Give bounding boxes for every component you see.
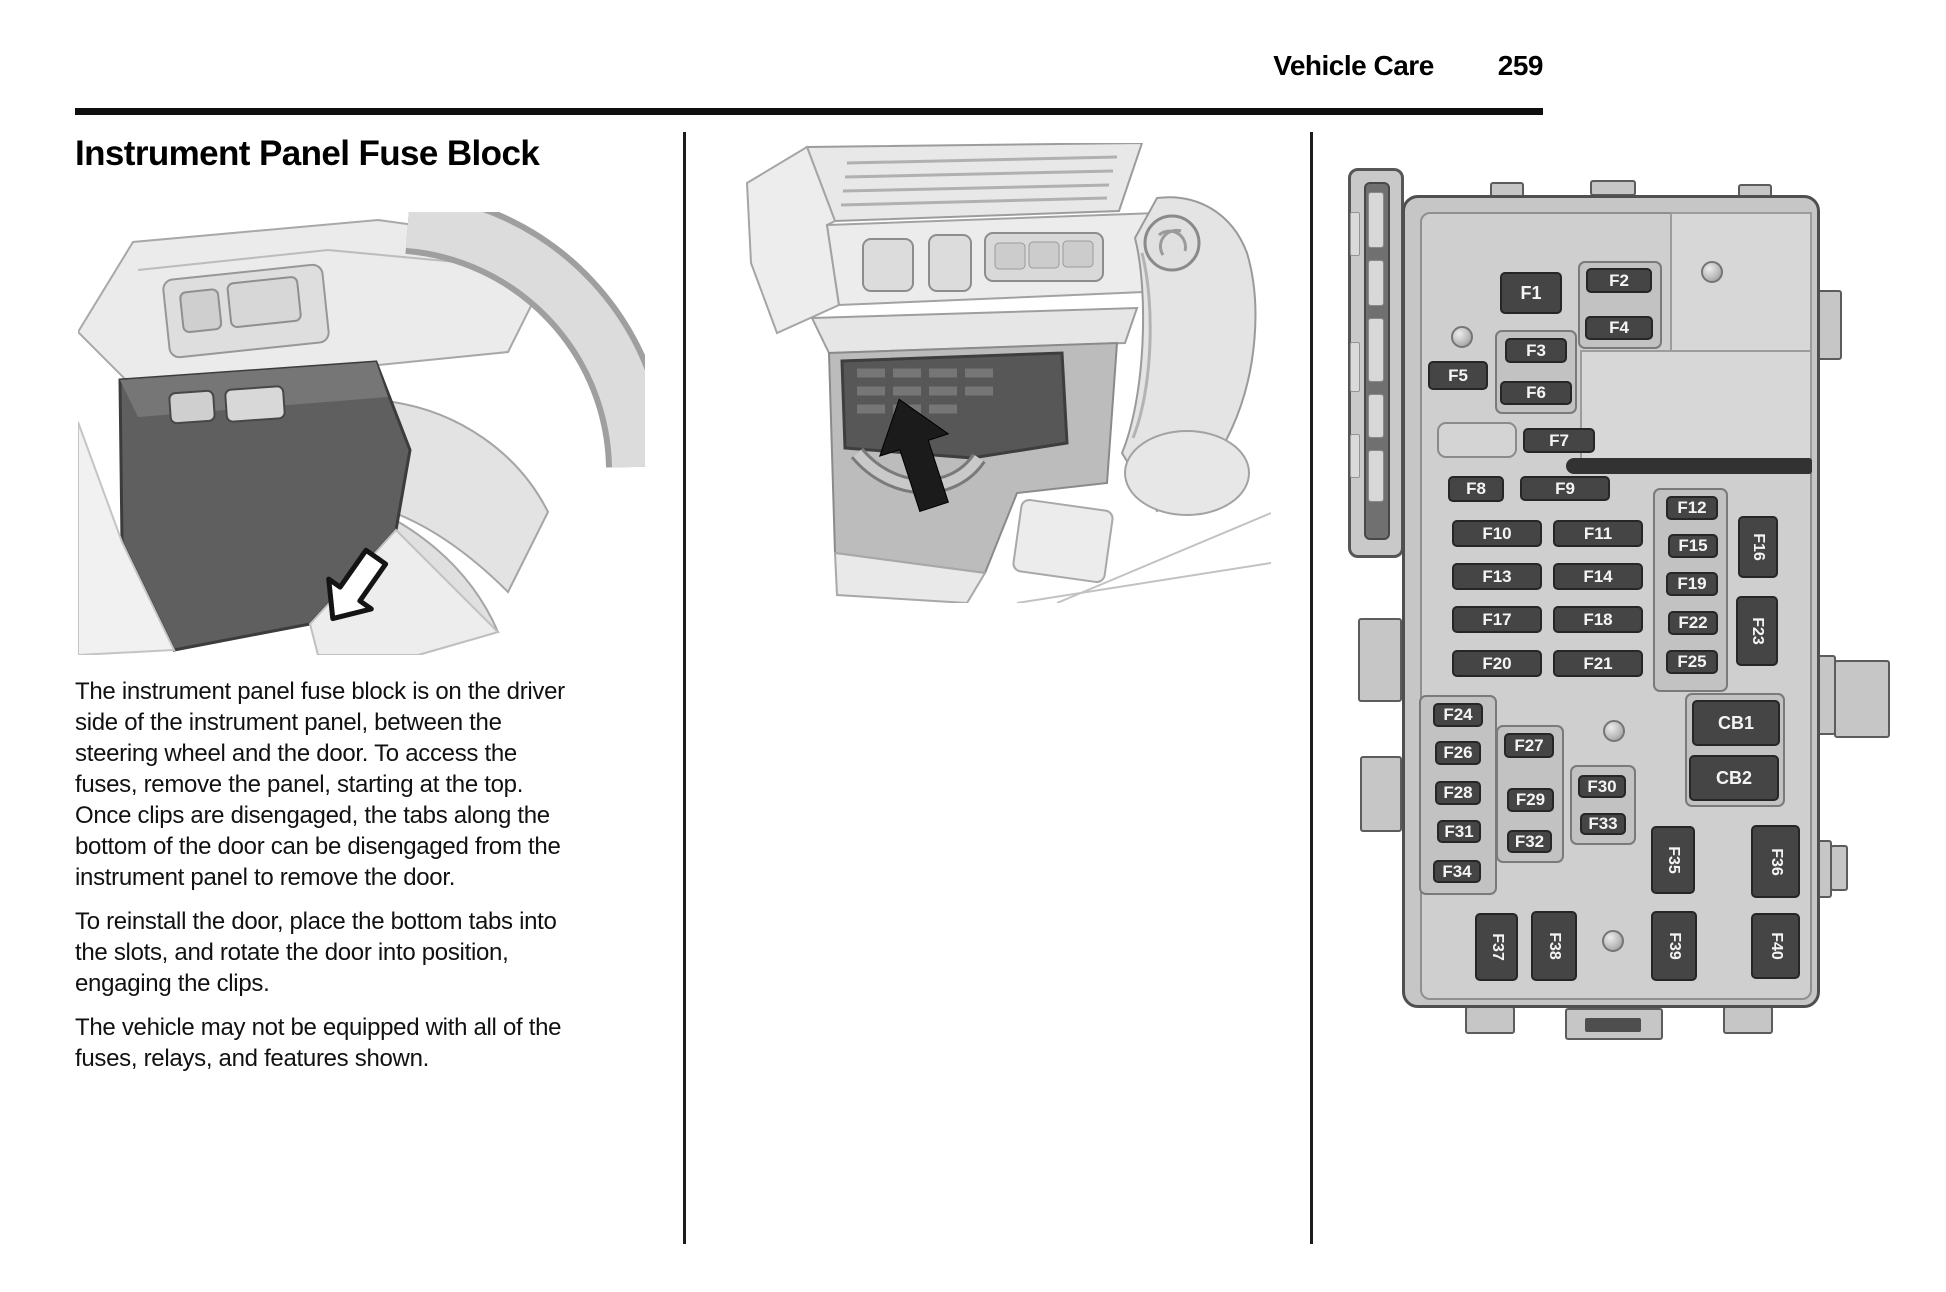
fuse-f11: F11: [1553, 520, 1643, 547]
panel-shadow-band: [1566, 458, 1812, 474]
fuse-f22: F22: [1668, 611, 1718, 635]
screw-icon: [1145, 216, 1199, 270]
fuse-block-diagram: [1340, 140, 1900, 1050]
fuse-f23: F23: [1736, 596, 1778, 666]
screw-icon: [1451, 326, 1473, 348]
empty-fuse-slot: [1437, 422, 1517, 458]
fuse-f7: F7: [1523, 428, 1595, 453]
fuse-f32: F32: [1507, 830, 1552, 853]
fuse-f15: F15: [1668, 534, 1718, 558]
fuse-f38: F38: [1531, 911, 1577, 981]
column-divider-right: [1310, 132, 1313, 1244]
mounting-foot: [1723, 1006, 1773, 1034]
circuit-breaker-cb1: CB1: [1692, 700, 1780, 746]
fuse-f8: F8: [1448, 476, 1504, 502]
side-tab: [1358, 618, 1402, 702]
door-switch-pod: [162, 264, 329, 358]
paragraph: The instrument panel fuse block is on the driver side of the instrument panel, between the steering wheel and the door. To access the fuses, remove the panel, starting at the top. Once clips are disengaged, the tabs along the bottom of the door can be disengaged from the instrument panel to remove the door.: [75, 678, 565, 891]
fuse-f17: F17: [1452, 606, 1542, 633]
mounting-foot: [1465, 1006, 1515, 1034]
fuse-f2: F2: [1586, 268, 1652, 293]
fuse-f25: F25: [1666, 650, 1718, 674]
fuse-f6: F6: [1500, 381, 1572, 405]
column-leg: [1012, 499, 1113, 583]
fuse-f33: F33: [1580, 813, 1626, 835]
fuse-f21: F21: [1553, 650, 1643, 677]
raised-panel: [1580, 350, 1812, 460]
fuse-f4: F4: [1585, 316, 1653, 340]
fuse-f24: F24: [1433, 703, 1483, 727]
fuse-f31: F31: [1437, 820, 1481, 843]
fuse-f40: F40: [1751, 913, 1800, 979]
fuse-f28: F28: [1435, 781, 1481, 805]
fuse-f14: F14: [1553, 563, 1643, 590]
header-rule: [75, 108, 1543, 115]
page-title: Instrument Panel Fuse Block: [75, 134, 540, 173]
screw-icon: [1602, 930, 1624, 952]
fuse-f9: F9: [1520, 476, 1610, 501]
fuse-f39: F39: [1651, 911, 1697, 981]
fuse-f12: F12: [1666, 496, 1718, 520]
fuse-f3: F3: [1505, 338, 1567, 363]
screw-icon: [1701, 261, 1723, 283]
fuse-f19: F19: [1666, 572, 1718, 596]
fuse-f18: F18: [1553, 606, 1643, 633]
circuit-breaker-cb2: CB2: [1689, 755, 1779, 801]
fuse-f13: F13: [1452, 563, 1542, 590]
fuse-f20: F20: [1452, 650, 1542, 677]
page-header: [1040, 50, 1543, 82]
header-section-title: Vehicle Care: [1273, 50, 1434, 81]
side-tab: [1830, 845, 1848, 891]
fuse-f30: F30: [1578, 775, 1626, 798]
paragraph: To reinstall the door, place the bottom tabs into the slots, and rotate the door into position, engaging the clips.: [75, 908, 557, 997]
header-page-number: 259: [1497, 50, 1543, 81]
illustration-fuse-block-access: [717, 143, 1271, 603]
column-divider-left: [683, 132, 686, 1244]
fuse-f1: F1: [1500, 272, 1562, 314]
article-body: [75, 676, 575, 1087]
fuse-f10: F10: [1452, 520, 1542, 547]
fuse-f5: F5: [1428, 361, 1488, 390]
vent-panel: [807, 143, 1142, 221]
fuse-f36: F36: [1751, 825, 1800, 898]
screw-icon: [1603, 720, 1625, 742]
illustration-fuse-door-location: [78, 212, 645, 655]
side-connector: [1834, 660, 1890, 738]
paragraph: The vehicle may not be equipped with all of the fuses, relays, and features shown.: [75, 1014, 562, 1072]
fuse-f16: F16: [1738, 516, 1778, 578]
fuse-f29: F29: [1507, 788, 1554, 812]
fuse-f37: F37: [1475, 913, 1518, 981]
side-tab: [1360, 756, 1402, 832]
switch-panel: [827, 213, 1169, 305]
fuse-f34: F34: [1433, 860, 1481, 883]
fuse-f35: F35: [1651, 826, 1695, 894]
fuse-f27: F27: [1504, 733, 1554, 758]
steering-column: [1122, 197, 1255, 515]
fuse-f26: F26: [1435, 741, 1481, 765]
